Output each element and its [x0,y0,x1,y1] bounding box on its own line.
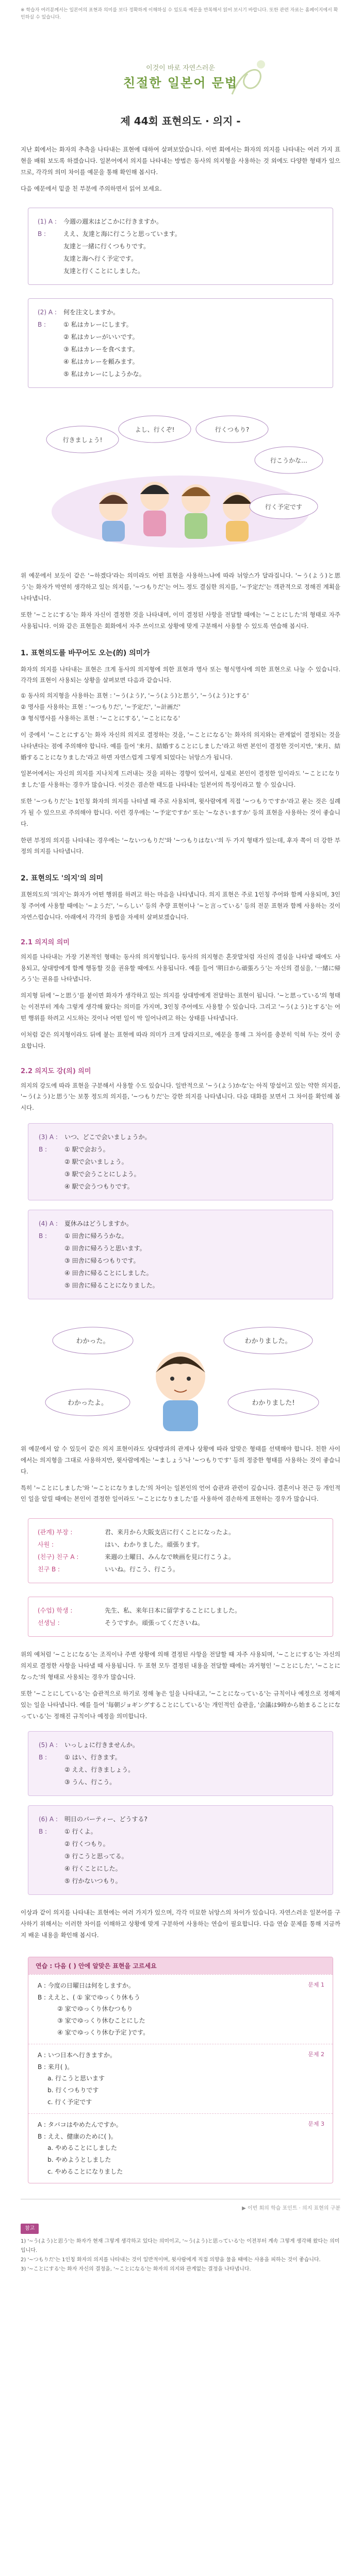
speaker-label: B : [38,321,46,329]
body-paragraph: 위 예문에서 보듯이 같은 '~하겠다'라는 의미라도 어떤 표현을 사용하느냐에 따라 뉘앙스가 달라집니다. '~う(よう)と思う'는 화자가 막연히 생각하고 있는 의지를, '~つもりだ'는 어느 정도 결심한 의지를, '~予定だ'는 객관적으로 정해진 계획을 나타냅니다. [21,572,340,602]
body-paragraph: 특히 '~ことにしました'와 '~ことになりました'의 차이는 일본인의 언어 습관과 관련이 깊습니다. 결혼이나 전근 등 개인적인 일을 알릴 때에는 본인이 결정한 일이라도 '~ことになりました'를 사용하여 겸손하게 표현하는 경우가 많습니다. [21,1484,340,1503]
exercise-line: ④ 家でゆっくり休む予定 )です。 [38,2029,150,2037]
body-paragraph: 의지를 나타내는 가장 기본적인 형태는 동사의 의지형입니다. 동사의 의지형은 혼잣말처럼 자신의 결심을 나타낼 때에도 사용되고, 상대방에게 함께 행동할 것을 권유할 때에도 사용됩니다. 예를 들어 '明日から頑張ろう'는 자신의 결심을, '一緒に帰ろう'는 권유를 나타냅니다. [21,953,340,983]
speaker-label [39,1862,59,1875]
bubble-text: 行きましょう! [62,436,103,444]
speaker-label [39,1764,59,1776]
exercise-line: A : 今度の日曜日は何をしますか。 [38,1981,135,1989]
bubble-text: 行こうかな… [270,457,308,465]
intro-paragraph: 지난 회에서는 화자의 추측을 나타내는 표현에 대하여 살펴보았습니다. 이번 회에서는 화자의 의지를 나타내는 여러 가지 표현을 배워 보도록 하겠습니다. 일본어에서 의지를 나타내는 방법은 동사의 의지형을 사용하는 것 외에도 다양한 형태가 있으므로, 각각의 의미 차이를 예문을 통해 확인해 봅시다. [21,146,340,176]
exercise-line: c. やめることになりました [38,2168,123,2176]
dialog-line: ② 駅で会いましょう。 [64,1158,128,1166]
exercise-box [28,1957,333,2183]
bubble-text: わかりました! [252,1399,295,1408]
example-line: 友達と一緒に行くつもりです。 [63,243,150,250]
series-subtitle: 이것이 바로 자연스러운 [146,64,215,72]
speaker-label: (3) A : [39,1133,58,1141]
body-paragraph: 위 예문에서 알 수 있듯이 같은 의지 표현이라도 상대방과의 관계나 상황에 따라 알맞은 형태를 선택해야 합니다. 친한 사이에서는 의지형을 그대로 사용하지만, 윗사람에게는 '~ましょう'나 '~つもりです' 등의 정중한 형태를 사용하는 것이 좋습니다. [21,1445,340,1475]
example-line: 先生、私、来年日本に留学することにしました。 [105,1607,241,1615]
speaker-label [39,1776,59,1788]
dialog-line: 明日のパーティー、どうする? [64,1816,147,1823]
example-box-1 [28,208,333,285]
body-paragraph: 일본어에서는 자신의 의지를 지나치게 드러내는 것을 피하는 경향이 있어서, 실제로 본인이 결정한 일이라도 '~ことになりました'를 사용하는 경우가 많습니다. 이것은 겸손한 태도를 나타내는 일본어의 특징이라고 할 수 있습니다. [21,770,340,789]
speaker-label: (6) A : [39,1816,58,1823]
speaker-label: 선생님 : [38,1619,60,1627]
dialog-line: いっしょに行きませんか。 [64,1741,139,1749]
exercise-line: A : タバコはやめたんですか。 [38,2121,122,2128]
bubble-text: 行くつもり? [215,426,250,434]
speaker-label: (수업) 학생 : [38,1607,73,1615]
speaker-label: (4) A : [39,1220,58,1228]
note-item: 3) '~ことにする'는 화자 자신의 결정을, '~ことになる'는 화자의 의지와 관계없는 결정을 나타냅니다. [21,2266,251,2272]
body-paragraph: ① 동사의 의지형을 사용하는 표현 : '~う(よう)', '~う(よう)と思う', '~う(よう)とする' [21,692,249,700]
speaker-label: (1) A : [38,218,57,226]
speaker-label: B : [39,1232,47,1240]
speaker-label [39,1156,59,1168]
exercise-item [28,2113,333,2183]
example-line: 友達と海へ行く予定です。 [63,255,138,263]
people-illustration [36,403,325,558]
example-line: 今週の週末はどこかに行きますか。 [63,218,163,226]
example-box-2 [28,298,333,388]
body-paragraph: 의지의 강도에 따라 표현을 구분해서 사용할 수도 있습니다. 일반적으로 '~う(よう)かな'는 아직 망설이고 있는 약한 의지를, '~う(よう)と思う'는 보통 정도의 의지를, '~つもりだ'는 강한 의지를 나타냅니다. 다음 대화를 보면서 그 차이를 확인해 봅시다. [21,1081,340,1112]
bubble-text: わかった。 [76,1337,110,1346]
speaker-label: (2) A : [38,309,57,316]
speaker-label [39,1168,59,1180]
example-line: そうですか。頑張ってくださいね。 [105,1619,204,1627]
dialog-line: ② ええ、行きましょう。 [64,1766,135,1774]
dialog-box-1 [28,1123,333,1200]
speaker-label: (5) A : [39,1741,58,1749]
speaker-label [38,265,58,277]
example-line: ② 私はカレーがいいです。 [63,333,139,341]
speaker-label: (친구) 친구 A : [38,1553,79,1561]
people-illustration-svg [36,403,325,558]
exercise-line: B : ええと、( ① 家でゆっくり休もう [38,1993,140,2001]
speaker-label [38,355,58,368]
body-paragraph: 한편 부정의 의지를 나타내는 경우에는 '~ないつもりだ'와 '~つもりはない'의 두 가지 형태가 있는데, 후자 쪽이 더 강한 부정의 의지를 나타냅니다. [21,836,340,855]
body-paragraph: 의지형 뒤에 '~と思う'를 붙이면 화자가 생각하고 있는 의지를 상대방에게 전달하는 표현이 됩니다. '~と思っている'의 형태는 이전부터 계속 그렇게 생각해 왔다는 의미를 가지며, 3인칭 주어에도 사용할 수 있습니다. 그리고 '~う(よう)とする'는 어떤 행위를 하려고 시도하는 것이나 어떤 일이 막 일어나려고 하는 상태를 나타냅니다. [21,992,340,1022]
dialog-line: ③ うん、行こう。 [64,1778,116,1786]
dialog-box-2 [28,1210,333,1299]
speaker-label: B : [39,1754,47,1761]
section-heading: 1. 표현의도를 바꾸어도 오는(的) 의미가 [21,649,150,657]
dialog-line: ① 田舎に帰ろうかな。 [64,1232,128,1240]
body-paragraph: 이처럼 같은 의지형이라도 뒤에 붙는 표현에 따라 의미가 크게 달라지므로, 예문을 통해 그 차이를 충분히 익혀 두는 것이 중요합니다. [21,1030,340,1049]
speaker-label: B : [39,1146,47,1154]
speech-bubble [228,1389,319,1416]
dialog-line: ① 行くよ。 [64,1828,97,1836]
speaker-label: (관계) 부장 : [38,1529,73,1536]
speech-bubble [255,447,323,473]
body-paragraph: 위의 예처럼 '~ことになる'는 조직이나 주변 상황에 의해 결정된 사항을 전달할 때 자주 사용되며, '~ことにする'는 자신의 의지로 결정한 사항을 나타낼 때 사용됩니다. 두 표현 모두 결정된 내용을 전달할 때에는 과거형인 '~ことにした', '~ことになった'의 형태로 사용되는 경우가 많습니다. [21,1651,340,1681]
bubble-text: わかったよ。 [67,1399,108,1408]
header [0,21,361,132]
speaker-label [39,1255,59,1267]
lesson-title: 제 44회 표현의도 · 의지 - [120,115,241,127]
speaker-label: 사원 : [38,1541,54,1549]
body-paragraph: 또한 '~ことにしている'는 습관적으로 하기로 정해 놓은 일을 나타내고, '~ことになっている'는 규칙이나 예정으로 정해져 있는 일을 나타냅니다. 예를 들어 '毎朝ジョギングすることにしている'는 개인적인 습관을, '会議は9時から始まることになっている'는 정해진 규칙이나 예정을 의미합니다. [21,1689,340,1720]
exercise-line: b. 行くつもりです [38,2087,99,2094]
intro-paragraph: 다음 예문에서 밑줄 친 부분에 주의하면서 읽어 보세요. [21,184,162,192]
dialog-line: 夏休みはどうしますか。 [64,1220,133,1228]
exercise-number: 문제 3 [308,2120,324,2127]
bubble-text: わかりました。 [244,1337,292,1346]
dialog-line: ④ 田舎に帰ることにしました。 [64,1269,153,1277]
body-paragraph: 또한 '~ことにする'는 화자 자신이 결정한 것을 나타내며, 이미 결정된 사항을 전달할 때에는 '~ことにした'의 형태로 자주 사용됩니다. 이와 같은 표현들은 회화에서 자주 쓰이므로 상황에 맞게 구분해서 사용할 수 있도록 연습해 봅시다. [21,611,340,630]
dialog-line: ③ 駅で会うことにしよう。 [64,1171,140,1178]
speech-bubble [224,1327,313,1354]
body-paragraph: ② 명사를 사용하는 표현 : '~つもりだ', '~予定だ', '~計画だ' [21,703,180,711]
note-item: 1) '~う(よう)と思う'는 화자가 현재 그렇게 생각하고 있다는 의미이고, '~う(よう)と思っている'는 이전부터 계속 그렇게 생각해 왔다는 의미입니다. [21,2238,340,2253]
example-line: いいね。行こう、行こう。 [105,1566,179,1573]
example-line: ⑤ 私はカレーにしようかな。 [63,370,145,378]
speech-bubble [53,1327,133,1354]
dialog-line: ② 田舎に帰ろうと思います。 [64,1245,146,1252]
example-line: 友達と行くことにしました。 [63,267,144,275]
boy-illustration [36,1315,325,1433]
dialog-line: ① はい、行きます。 [64,1754,121,1761]
body-paragraph: 표현의도의 '의지'는 화자가 어떤 행위를 하려고 하는 마음을 나타냅니다. 의지 표현은 주로 1인칭 주어와 함께 사용되며, 3인칭 주어에 사용할 때에는 '~ようだ', '~らしい' 등의 추량 표현이나 '~と言っている' 등의 전문 표현과 함께 사용하는 것이 자연스럽습니다. 아래에서 각각의 용법을 자세히 살펴보겠습니다. [21,891,340,921]
dialog-line: ② 行くつもり。 [64,1840,109,1848]
exercise-line: B : ええ、健康のために( )。 [38,2132,117,2140]
example-line: ④ 私はカレーを頼みます。 [63,358,139,366]
speaker-label: 친구 B : [38,1566,60,1573]
example-box-3 [28,1518,333,1583]
body-paragraph: 이상과 같이 의지를 나타내는 표현에는 여러 가지가 있으며, 각각 미묘한 뉘앙스의 차이가 있습니다. 자연스러운 일본어를 구사하기 위해서는 이러한 차이를 이해하고 상황에 맞게 구분하여 사용하는 연습이 필요합니다. 다음 연습 문제를 통해 지금까지 배운 내용을 확인해 봅시다. [21,1909,340,1939]
bubble-text: よし、行くぞ! [135,426,175,434]
speaker-label [39,1279,59,1292]
subsection-heading: 2.2 의지도 강(의) 의미 [21,1067,91,1075]
series-title: 친절한 일본어 문법 [123,75,238,90]
dialog-line: ⑤ 田舎に帰ることになりました。 [64,1282,159,1290]
exercise-item [28,1974,333,2044]
dialog-line: いつ、どこで会いましょうか。 [64,1133,151,1141]
speaker-label [38,252,58,265]
speaker-label [38,240,58,252]
notes-section [21,2224,340,2274]
section-heading: 2. 표현의도 '의지'의 의미 [21,874,103,883]
example-box-4 [28,1597,333,1637]
top-note: ※ 학습자 여러분께서는 일본어의 표현과 의미를 보다 정확하게 이해하실 수 있도록 예문을 반복해서 읽어 보시기 바랍니다. 또한 관련 자료는 홈페이지에서 확인하실 수 있습니다. [21,8,338,20]
speaker-label [39,1180,59,1193]
speech-bubble [45,1389,130,1416]
dialog-line: ⑤ 行かないつもり。 [64,1877,122,1885]
speech-bubble [196,416,268,443]
body-paragraph: 또한 '~つもりだ'는 1인칭 화자의 의지를 나타낼 때 주로 사용되며, 윗사람에게 직접 '~つもりですか'라고 묻는 것은 실례가 될 수 있으므로 주의해야 합니다. 이런 경우에는 '~予定ですか' 또는 '~なさいますか' 등의 표현을 사용하는 것이 좋습니다. [21,798,340,827]
footer-note: ▶ 이번 회의 학습 포인트 · 의지 표현의 구분 [21,2199,340,2211]
subsection-heading: 2.1 의지의 의미 [21,938,70,946]
speech-bubble [46,426,119,453]
speaker-label [39,1242,59,1255]
example-line: ええ、友達と海に行こうと思っています。 [63,230,181,238]
example-line: はい、わかりました。頑張ります。 [105,1541,204,1549]
dialog-line: ③ 田舎に帰るつもりです。 [64,1257,140,1265]
exercise-line: a. やめることにしました [38,2144,118,2152]
example-line: 何を注文しますか。 [63,309,120,316]
dialog-line: ④ 行くことにした。 [64,1865,122,1873]
exercise-number: 문제 2 [308,2050,324,2058]
exercise-line: c. 行く予定です [38,2098,92,2106]
example-line: 君、来月から大阪支店に行くことになったよ。 [105,1529,235,1536]
exercise-title: 연습 : 다음 ( ) 안에 알맞은 표현을 고르세요 [28,1957,333,1974]
notes-heading: 참고 [21,2224,39,2234]
dialog-box-3 [28,1731,333,1796]
exercise-line: ② 家でゆっくり休むつもり [38,2005,133,2013]
speaker-label [38,343,58,355]
speaker-label: B : [38,230,46,238]
example-line: ① 私はカレーにします。 [63,321,133,329]
dialog-line: ① 駅で会おう。 [64,1146,109,1154]
exercise-number: 문제 1 [308,1981,324,1988]
speaker-label [38,331,58,343]
speaker-label [39,1838,59,1850]
dialog-box-4 [28,1805,333,1895]
dialog-line: ④ 駅で会うつもりです。 [64,1183,134,1191]
boy-illustration-svg [36,1315,325,1433]
example-line: ③ 私はカレーを食べます。 [63,346,139,353]
dialog-line: ③ 行こうと思ってる。 [64,1853,128,1860]
note-item: 2) '~つもりだ'는 1인칭 화자의 의지를 나타내는 것이 일반적이며, 윗사람에게 직접 의향을 물을 때에는 사용을 피하는 것이 좋습니다. [21,2257,321,2263]
speaker-label [39,1875,59,1887]
exercise-line: A : いつ日本へ行きますか。 [38,2051,116,2059]
exercise-line: ③ 家でゆっくり休むことにした [38,2017,145,2025]
body-paragraph: ③ 형식명사를 사용하는 표현 : '~ことにする', '~ことになる' [21,714,180,722]
speaker-label [39,1850,59,1862]
example-line: 来週の土曜日、みんなで映画を見に行こうよ。 [105,1553,235,1561]
boy-icon [156,1352,205,1431]
body-paragraph: 이 중에서 '~ことにする'는 화자 자신의 의지로 결정하는 것을, '~ことになる'는 화자의 의지와는 관계없이 결정되는 것을 나타낸다는 점에 주의해야 합니다. 예를 들어 '来月、結婚することにしました'라고 하면 본인이 결정한 것이지만, '来月、結婚することになりました'라고 하면 자연스럽게 그렇게 되었다는 뉘앙스가 됩니다. [21,731,340,761]
exercise-line: a. 行こうと思います [38,2075,105,2082]
bubble-text: 行く予定です [265,503,303,511]
speaker-label [39,1267,59,1279]
exercise-line: B : 来月( )。 [38,2063,74,2071]
speaker-label: B : [39,1828,47,1836]
body-paragraph: 화자의 의지를 나타내는 표현은 크게 동사의 의지형에 의한 표현과 명사 또는 형식명사에 의한 표현으로 나눌 수 있습니다. 각각의 표현이 사용되는 상황을 살펴보면 다음과 같습니다. [21,665,340,684]
exercise-line: b. やめようとしました [38,2156,111,2164]
speaker-label [38,368,58,380]
exercise-item [28,2044,333,2113]
speech-bubble [250,494,318,519]
speech-bubble [119,416,191,443]
